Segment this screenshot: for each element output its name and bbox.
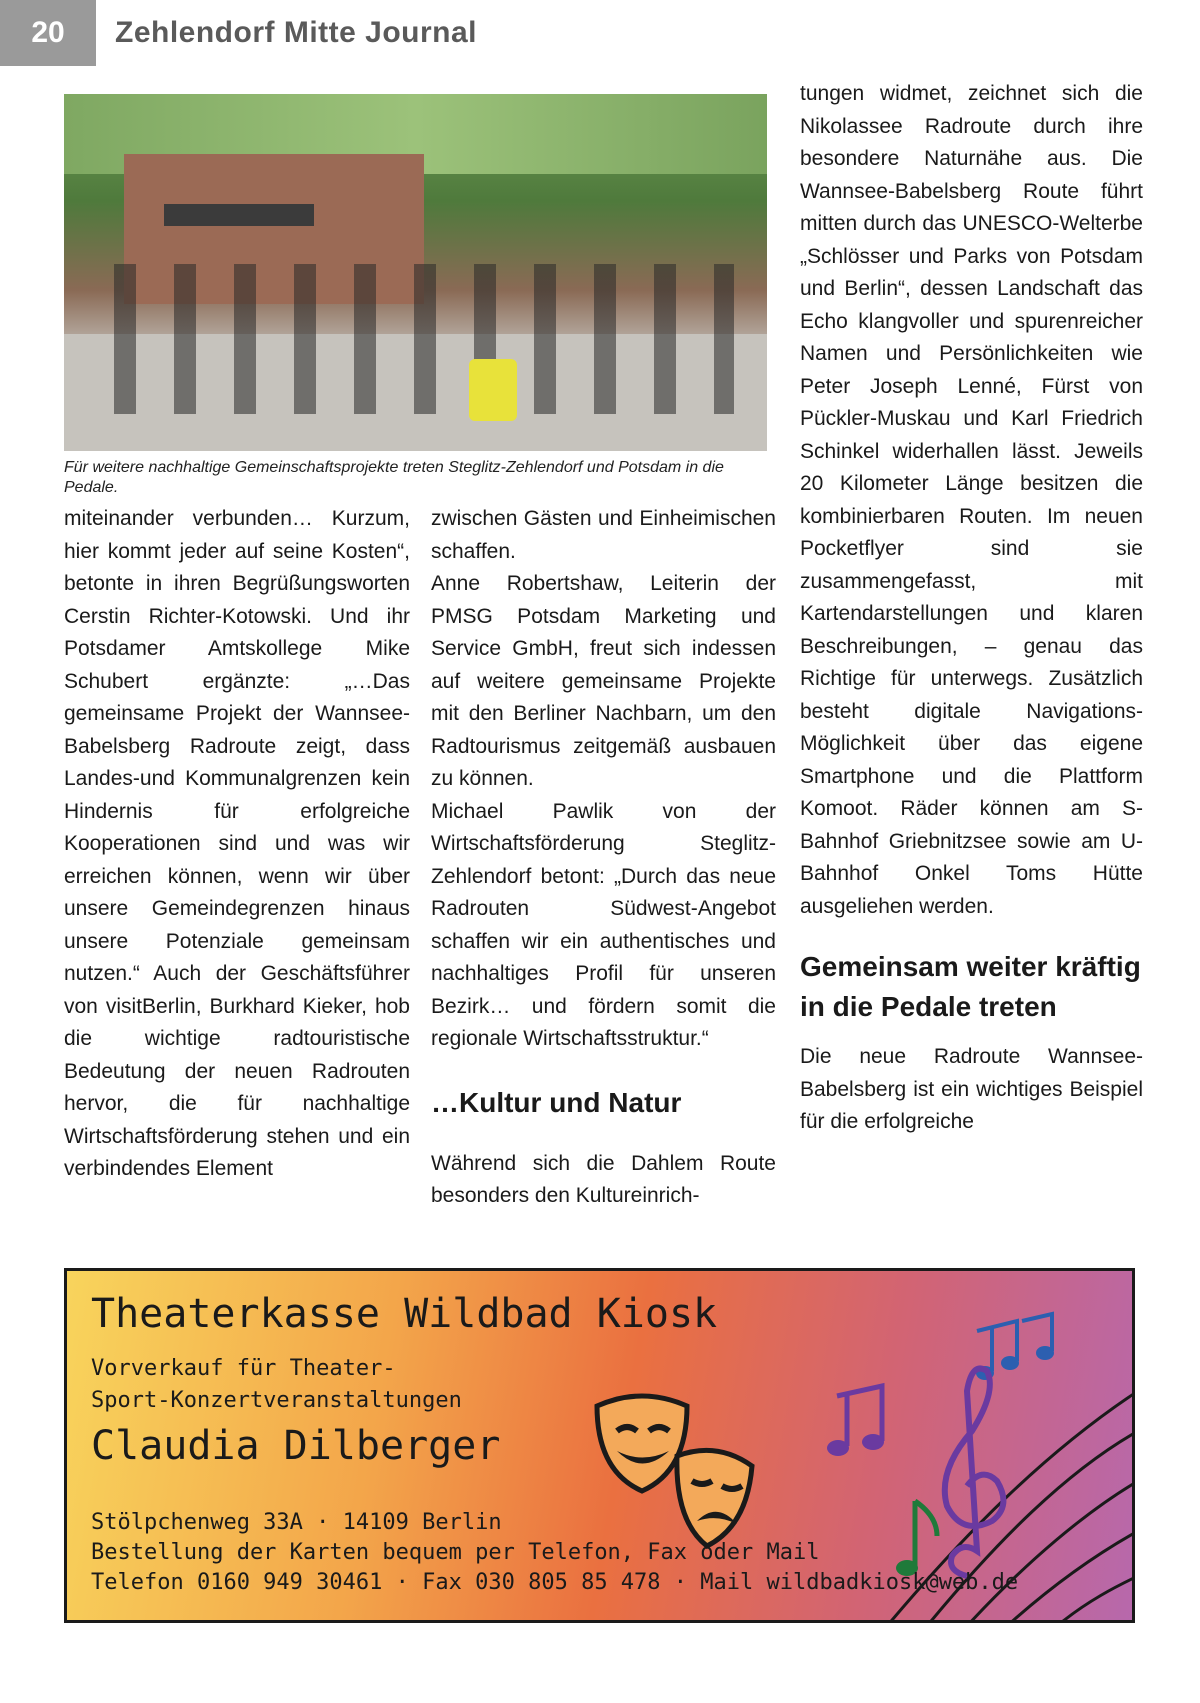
ad-contact-line: Telefon 0160 949 30461 · Fax 030 805 85 478 · Mail wildbadkiosk@web.de [91, 1570, 1019, 1595]
photo-caption: Für weitere nachhaltige Gemeinschaftsprojekte treten Steglitz-Zehlendorf und Potsdam in die Pedale. [64, 459, 724, 496]
article-paragraph: Anne Robertshaw, Leiterin der PMSG Potsdam Marketing und Service GmbH, freut sich indessen auf weitere gemeinsame Projekte mit den Berliner Nachbarn, um den Radtourismus zeitgemäß ausbauen zu können. [431, 572, 776, 790]
section-heading: Gemeinsam weiter kräftig in die Pedale treten [800, 951, 1141, 1022]
ad-contact-name: Claudia Dilberger [91, 1423, 501, 1469]
article-paragraph: Während sich die Dahlem Route besonders den Kultureinrich- [431, 1151, 776, 1207]
article-paragraph: tungen widmet, zeichnet sich die Nikolassee Radroute durch ihre besondere Naturnähe aus. Die Wannsee-Babelsberg Route führt mitten durch das UNESCO-Welterbe „Schlösser und Parks von Potsdam und Berlin“, dessen Landschaft das Echo klangvoller und spurenreicher Namen und Persönlichkeiten wie Peter Joseph Lenné, Fürst von Pückler-Muskau und Karl Friedrich Schinkel widerhallen lässt. Jeweils 20 Kilometer Länge besitzen die kombinierbaren Routen. Im neuen Pocketflyer sind sie zusammengefasst, mit Kartendarstellungen und klaren Beschreibungen, – genau das Richtige für unterwegs. Zusätzlich besteht digitale Navigations-Möglichkeit über das eigene Smartphone und die Plattform Komoot. Räder können am S-Bahnhof Griebnitzsee sowie am U-Bahnhof Onkel Toms Hütte ausgeliehen werden. [800, 82, 1143, 918]
ad-subtitle: Vorverkauf für Theater-Sport-Konzertveranstaltungen [91, 1356, 462, 1413]
ad-order-line: Bestellung der Karten bequem per Telefon, Fax oder Mail [91, 1540, 820, 1565]
ad-title: Theaterkasse Wildbad Kiosk [91, 1291, 718, 1337]
article-column-1 [64, 503, 410, 1186]
article-paragraph: Michael Pawlik von der Wirtschaftsförderung Steglitz-Zehlendorf betont: „Durch das neue Radrouten Südwest-Angebot schaffen wir ein authentisches und nachhaltiges Profil für unseren Bezirk… und fördern somit die regionale Wirtschaftsstruktur.“ [431, 799, 776, 1050]
article-column-3 [800, 78, 1143, 1139]
ad-address: Stölpchenweg 33A · 14109 Berlin [91, 1510, 502, 1535]
page-number: 20 [0, 0, 96, 66]
article-photo [64, 94, 767, 451]
article-paragraph: zwischen Gästen und Einheimischen schaffen. [431, 507, 776, 563]
article-paragraph: Die neue Radroute Wannsee-Babelsberg ist ein wichtiges Beispiel für die erfolgreiche [800, 1045, 1143, 1133]
ad-contact-lines [91, 1508, 1018, 1598]
section-heading: …Kultur und Natur [431, 1086, 682, 1118]
theater-kiosk-ad [64, 1268, 1135, 1623]
article-column-2 [431, 503, 776, 1213]
journal-title: Zehlendorf Mitte Journal [115, 16, 478, 49]
article-paragraph: miteinander verbunden… Kurzum, hier kommt jeder auf seine Kosten“, betonte in ihren Begrüßungsworten Cerstin Richter-Kotowski. Und ihr Potsdamer Amtskollege Mike Schubert ergänzte: „…Das gemeinsame Projekt der Wannsee-Babelsberg Radroute zeigt, dass Landes-und Kommunalgrenzen kein Hindernis für erfolgreiche Kooperationen sind und was wir erreichen können, wenn wir über unsere Gemeindegrenzen hinaus unsere Potenziale gemeinsam nutzen.“ Auch der Geschäftsführer von visitBerlin, Burkhard Kieker, hob die wichtige radtouristische Bedeutung der neuen Radrouten hervor, die für nachhaltige Wirtschaftsförderung stehen und ein verbindendes Element [64, 507, 410, 1180]
